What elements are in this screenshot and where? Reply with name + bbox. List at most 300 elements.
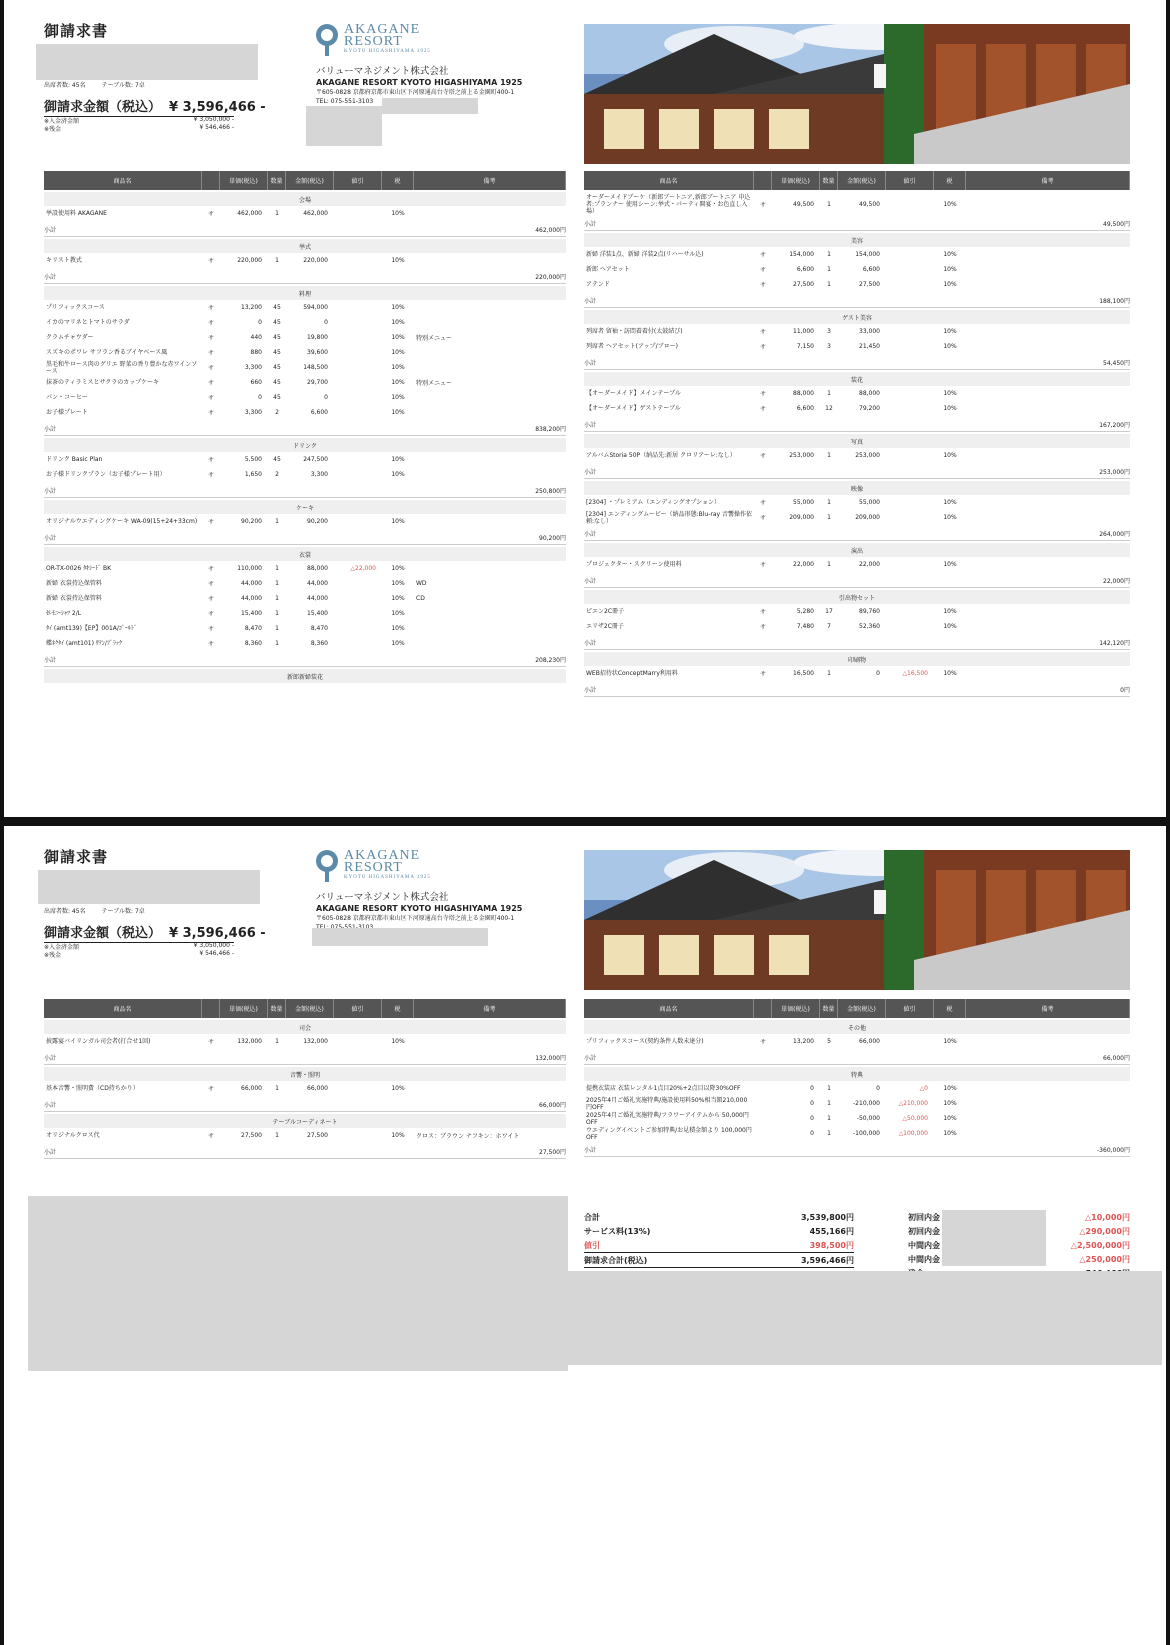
tax-rate: 10% [391, 304, 405, 311]
unit-price: 55,000 [793, 499, 814, 506]
unit-price: 0 [258, 394, 262, 401]
item-name: クラムチャウダー [46, 334, 94, 341]
col-tax-rate-header: 税 [382, 171, 414, 190]
tax-rate: 10% [391, 319, 405, 326]
amount: 132,000 [303, 1038, 328, 1045]
amount: 55,000 [859, 499, 880, 506]
quantity: 1 [275, 580, 279, 587]
category-header: ドリンク [44, 438, 566, 452]
subtotal-value: 208,230円 [535, 657, 566, 664]
table-row [44, 390, 566, 405]
item-name: [2304] エンディングムービー（納品形態:Blu-ray 音響操作依頼:なし） [586, 510, 752, 525]
tax-rate: 10% [943, 1115, 957, 1122]
invoice-page-2 [4, 826, 1166, 1645]
category-header: 美容 [584, 233, 1130, 247]
amount: 154,000 [855, 251, 880, 258]
amount: 148,500 [303, 364, 328, 371]
service-value: 455,166円 [809, 1226, 854, 1236]
tax-rate: 10% [391, 210, 405, 217]
subtotal-row [44, 1051, 566, 1065]
discount-label: 値引 [584, 1240, 600, 1250]
service-mark: サ [759, 671, 766, 678]
subtotal-label: 小計 [44, 426, 57, 433]
col-tax-header [754, 999, 772, 1018]
service-mark: サ [759, 515, 766, 522]
tax-rate: 10% [943, 390, 957, 397]
table-header [44, 171, 566, 190]
item-name: 【オーダーメイド】メインテーブル [586, 390, 681, 397]
col-unit-price-header: 単価(税込) [220, 999, 268, 1018]
payment-label: 初回内金 [908, 1226, 940, 1236]
unit-price: 660 [250, 379, 262, 386]
payment-value: △10,000円 [1084, 1212, 1130, 1222]
item-name: 2025年4月ご婚礼実施特典/施設使用料50%相当額210,000円OFF [586, 1096, 748, 1111]
subtotal-label: 小計 [44, 274, 57, 281]
item-name: 【オーダーメイド】ゲストテーブル [586, 405, 681, 412]
service-mark: サ [207, 380, 214, 387]
tax-rate: 10% [943, 514, 957, 521]
item-name: [2304] ・プレミアム（エンディングオプション） [586, 499, 721, 506]
venue-photo-2 [584, 850, 1130, 990]
table-row [584, 1034, 1130, 1049]
amount: 0 [324, 319, 328, 326]
grand-value: 3,596,466円 [800, 1255, 854, 1265]
amount: 27,500 [859, 281, 880, 288]
table-row [44, 591, 566, 606]
item-name: 列席者 ヘアセット(アップ/ブロー) [586, 343, 678, 350]
service-mark: サ [207, 596, 214, 603]
paid-label: ※入金済金額 [44, 118, 80, 125]
amount: 44,000 [307, 595, 328, 602]
table-row [584, 557, 1130, 572]
item-name: 新婦 衣裳持込保管料 [46, 580, 102, 587]
quantity: 1 [275, 610, 279, 617]
service-label: サービス料(13%) [584, 1226, 651, 1236]
unit-price: 15,400 [241, 610, 262, 617]
category-header: 音響・照明 [44, 1067, 566, 1081]
amount: 52,360 [859, 623, 880, 630]
item-name: 2025年4月ご婚礼実施特典/フラワーアイテムから 50,000円OFF [586, 1111, 749, 1126]
col-tax-rate-header: 税 [934, 171, 966, 190]
unit-price: 44,000 [241, 595, 262, 602]
subtotal-label: 小計 [584, 422, 597, 429]
unit-price: 44,000 [241, 580, 262, 587]
table-row [584, 1096, 1130, 1111]
service-mark: サ [759, 562, 766, 569]
item-name: オリジナルウエディングケーキ WA-09(15+24+33cm) [46, 518, 198, 525]
category-header: 挙式 [44, 239, 566, 253]
tax-rate: 10% [943, 1130, 957, 1137]
service-mark: サ [759, 453, 766, 460]
service-mark: サ [207, 410, 214, 417]
quantity: 3 [827, 343, 831, 350]
amount: 0 [876, 670, 880, 677]
venue-tel: TEL: 075-551-3103 [316, 98, 374, 105]
quantity: 45 [273, 364, 281, 371]
service-mark: サ [207, 581, 214, 588]
quantity: 1 [827, 266, 831, 273]
category-header: テーブルコーディネート [44, 1114, 566, 1128]
item-name: イカのマリネとトマトのサラダ [46, 319, 130, 326]
tax-rate: 10% [943, 343, 957, 350]
discount: △16,500 [902, 670, 928, 677]
quantity: 1 [827, 670, 831, 677]
subtotal-row [44, 270, 566, 284]
payment-label: 中間内金 [908, 1240, 940, 1250]
total-value: ¥ 3,596,466 - [169, 100, 266, 115]
amount: 220,000 [303, 257, 328, 264]
subtotal-row [44, 1098, 566, 1112]
category-header: 印刷物 [584, 652, 1130, 666]
unit-price: 1,650 [244, 471, 262, 478]
table-row [584, 277, 1130, 292]
guest-count: 出席者数: 45名 [44, 82, 86, 89]
quantity: 1 [275, 257, 279, 264]
col-discount-header: 値引 [334, 999, 382, 1018]
subtotal-label: 小計 [584, 578, 597, 585]
service-mark: サ [759, 329, 766, 336]
category-header: 引出物セット [584, 590, 1130, 604]
table-row [584, 604, 1130, 619]
item-name: 新郎 ヘアセット [586, 266, 630, 273]
item-name: OR-TX-0026 ﾀｷｼｰﾄﾞ BK [46, 565, 112, 572]
balance-label-2: ※残金 [44, 952, 62, 959]
item-name: アルバムStoria 50P（納品先:新居 クロリアーレ:なし） [586, 452, 736, 459]
col-qty-header: 数量 [268, 171, 286, 190]
table-row [44, 561, 566, 576]
quantity: 2 [275, 409, 279, 416]
subtotal-value: 66,000円 [1103, 1055, 1130, 1062]
amount: 253,000 [855, 452, 880, 459]
subtotal-label: 小計 [44, 1055, 57, 1062]
table-row [584, 1126, 1130, 1141]
subtotal-value: -360,000円 [1097, 1147, 1130, 1154]
service-mark: サ [207, 305, 214, 312]
subtotal-row [44, 531, 566, 545]
table-row [584, 495, 1130, 510]
table-row [44, 576, 566, 591]
sum-service [584, 1224, 854, 1238]
quantity: 1 [275, 565, 279, 572]
items-table-p2-right [584, 999, 1130, 1157]
subtotal-value: 250,800円 [535, 488, 566, 495]
category-header: 司会 [44, 1020, 566, 1034]
guest-meta [44, 80, 161, 89]
venue-photo [584, 24, 1130, 164]
tax-rate: 10% [391, 610, 405, 617]
redacted-customer-2 [38, 870, 260, 904]
col-tax-rate-header: 税 [934, 999, 966, 1018]
discount: △50,000 [902, 1115, 928, 1122]
quantity: 45 [273, 334, 281, 341]
subtotal-label: 小計 [584, 1055, 597, 1062]
table-row [44, 514, 566, 529]
subtotal-label: 小計 [44, 488, 57, 495]
amount: 89,760 [859, 608, 880, 615]
amount: 33,000 [859, 328, 880, 335]
category-header: 演出 [584, 543, 1130, 557]
table-row [44, 375, 566, 390]
col-discount-header: 値引 [334, 171, 382, 190]
quantity: 1 [827, 1130, 831, 1137]
balance-value: ¥ 546,466 - [199, 124, 234, 131]
item-name: 披露宴バイリンガル司会者(打合せ1回) [46, 1038, 151, 1045]
quantity: 3 [827, 328, 831, 335]
table-row [44, 621, 566, 636]
unit-price: 7,480 [796, 623, 814, 630]
akagane-logo [316, 24, 436, 62]
amount: 21,450 [859, 343, 880, 350]
quantity: 1 [827, 452, 831, 459]
company-name: バリューマネジメント株式会社 [316, 66, 449, 77]
unit-price: 462,000 [237, 210, 262, 217]
table-header [44, 999, 566, 1018]
tax-rate: 10% [391, 518, 405, 525]
table-row [584, 194, 1130, 215]
tax-rate: 10% [391, 394, 405, 401]
table-row [584, 1081, 1130, 1096]
tax-rate: 10% [943, 405, 957, 412]
quantity: 12 [825, 405, 833, 412]
category-header: 写真 [584, 434, 1130, 448]
subtotal-value: 142,120円 [1099, 640, 1130, 647]
items-table-p2-left [44, 999, 566, 1159]
quantity: 1 [827, 251, 831, 258]
col-discount-header: 値引 [886, 171, 934, 190]
table-row [44, 467, 566, 482]
subtotal-value: 0円 [1120, 687, 1130, 694]
amount: 39,600 [307, 349, 328, 356]
col-amount-header: 金額(税込) [838, 171, 886, 190]
tax-rate: 10% [943, 1100, 957, 1107]
grand-label: 御請求合計(税込) [584, 1255, 648, 1265]
tax-rate: 10% [391, 1085, 405, 1092]
service-mark: サ [759, 282, 766, 289]
tax-rate: 10% [391, 625, 405, 632]
subtotal-label: 小計 [584, 298, 597, 305]
amount: 79,200 [859, 405, 880, 412]
amount: -210,000 [853, 1100, 880, 1107]
amount: -100,000 [853, 1130, 880, 1137]
quantity: 1 [275, 210, 279, 217]
subtotal-row [584, 418, 1130, 432]
payment-label: 初回内金 [908, 1212, 940, 1222]
table-row [44, 315, 566, 330]
note: 特別メニュー [416, 380, 453, 387]
item-name: キリスト教式 [46, 257, 82, 264]
quantity: 1 [827, 499, 831, 506]
redacted-staff [306, 106, 382, 146]
total-amount-2 [44, 922, 266, 943]
table-row [44, 1034, 566, 1049]
unit-price: 6,600 [796, 405, 814, 412]
item-name: 抹茶のティラミスとサクラのカップケーキ [46, 379, 160, 386]
total-amount [44, 96, 266, 117]
redacted-payments [942, 1210, 1046, 1266]
quantity: 2 [275, 471, 279, 478]
col-qty-header: 数量 [820, 171, 838, 190]
item-name: WEB招待状ConceptMarry利用料 [586, 670, 678, 677]
table-row [44, 636, 566, 651]
tax-rate: 10% [943, 623, 957, 630]
category-header: 料理 [44, 286, 566, 300]
col-name-header: 商品名 [44, 171, 202, 190]
amount: 8,470 [310, 625, 328, 632]
redacted-customer [36, 44, 258, 80]
payment-value: △2,500,000円 [1070, 1240, 1130, 1250]
quantity: 1 [827, 1085, 831, 1092]
table-row [584, 386, 1130, 401]
sum-subtotal [584, 1210, 854, 1224]
subtotal-row [584, 356, 1130, 370]
venue-name: AKAGANE RESORT KYOTO HIGASHIYAMA 1925 [316, 78, 523, 87]
unit-price: 11,000 [793, 328, 814, 335]
item-name: プリフィックスコース(契約条件人数未達分) [586, 1038, 704, 1045]
service-mark: サ [759, 344, 766, 351]
subtotal-row [584, 527, 1130, 541]
paid-value: ¥ 3,050,000 - [193, 116, 234, 123]
subtotal-value: 3,539,800円 [800, 1212, 854, 1222]
tax-rate: 10% [391, 257, 405, 264]
quantity: 1 [827, 1100, 831, 1107]
tax-rate: 10% [391, 334, 405, 341]
paid-label-2: ※入金済金額 [44, 944, 80, 951]
quantity: 1 [275, 595, 279, 602]
tax-rate: 10% [391, 349, 405, 356]
amount: 88,000 [859, 390, 880, 397]
sum-discount [584, 1238, 854, 1252]
unit-price: 27,500 [793, 281, 814, 288]
item-name: 列席者 留袖・訪問着着付(太鼓結び) [586, 328, 683, 335]
col-qty-header: 数量 [268, 999, 286, 1018]
subtotal-value: 66,000円 [539, 1102, 566, 1109]
quantity: 1 [275, 518, 279, 525]
amount: 6,600 [310, 409, 328, 416]
service-mark: サ [207, 472, 214, 479]
subtotal-label: 小計 [44, 1149, 57, 1156]
table-row [584, 262, 1130, 277]
subtotal-value: 49,500円 [1103, 221, 1130, 228]
subtotal-value: 838,200円 [535, 426, 566, 433]
item-name: 基本音響・照明費（CD持ちかり） [46, 1085, 139, 1092]
redacted-block-right [568, 1271, 1162, 1365]
tax-rate: 10% [943, 251, 957, 258]
quantity: 1 [827, 201, 831, 208]
col-discount-header: 値引 [886, 999, 934, 1018]
unit-price: 880 [250, 349, 262, 356]
service-mark: サ [207, 1086, 214, 1093]
quantity: 7 [827, 623, 831, 630]
subtotal-value: 27,500円 [539, 1149, 566, 1156]
table-count-2: テーブル数: 7卓 [101, 908, 145, 915]
quantity: 1 [275, 625, 279, 632]
amount: 44,000 [307, 580, 328, 587]
service-mark: サ [207, 350, 214, 357]
unit-price: 253,000 [789, 452, 814, 459]
subtotal-row [584, 217, 1130, 231]
subtotal-label: 小計 [584, 469, 597, 476]
col-name-header: 商品名 [44, 999, 202, 1018]
unit-price: 49,500 [793, 201, 814, 208]
company-name-2: バリューマネジメント株式会社 [316, 892, 449, 903]
tax-rate: 10% [391, 379, 405, 386]
unit-price: 132,000 [237, 1038, 262, 1045]
col-tax-header [202, 171, 220, 190]
quantity: 1 [827, 514, 831, 521]
amount: 29,700 [307, 379, 328, 386]
table-header [584, 171, 1130, 190]
balance-label: ※残金 [44, 126, 62, 133]
service-mark: サ [207, 457, 214, 464]
item-name: 蝶ﾈｸﾀｲ (amt101) ｻﾃﾝ/ﾌﾞﾗｯｸ [46, 640, 122, 647]
category-header: 特典 [584, 1067, 1130, 1081]
subtotal-row [44, 422, 566, 436]
tax-rate: 10% [943, 328, 957, 335]
tax-rate: 10% [943, 1038, 957, 1045]
balance-row-2 [44, 950, 234, 959]
unit-price: 90,200 [241, 518, 262, 525]
amount: 3,300 [310, 471, 328, 478]
discount: △22,000 [350, 565, 376, 572]
amount: 0 [324, 394, 328, 401]
table-row [584, 339, 1130, 354]
col-amount-header: 金額(税込) [838, 999, 886, 1018]
tax-rate: 10% [391, 456, 405, 463]
logo-line1: AKAGANE [344, 22, 421, 37]
item-name: アテンド [586, 281, 610, 288]
col-note-header: 備考 [414, 999, 566, 1018]
unit-price: 0 [810, 1085, 814, 1092]
table-row [44, 360, 566, 375]
subtotal-row [584, 636, 1130, 650]
item-name: ﾀｲ (amt139)【EP】001A/ｺﾞｰﾙﾄﾞ [46, 625, 137, 632]
tax-rate: 10% [391, 565, 405, 572]
guest-count-2: 出席者数: 45名 [44, 908, 86, 915]
tax-rate: 10% [943, 452, 957, 459]
unit-price: 0 [258, 319, 262, 326]
subtotal-row [44, 223, 566, 237]
quantity: 1 [275, 1132, 279, 1139]
subtotal-value: 22,000円 [1103, 578, 1130, 585]
service-mark: サ [207, 211, 214, 218]
note: WD [416, 580, 427, 587]
venue-address-2: 〒605-0828 京都府京都市東山区下河原通高台寺塔之前上る金園町400-1 [316, 915, 515, 922]
unit-price: 0 [810, 1115, 814, 1122]
tax-rate: 10% [391, 580, 405, 587]
table-row [584, 619, 1130, 634]
tax-rate: 10% [391, 364, 405, 371]
table-row [584, 666, 1130, 681]
logo-line3: KYOTO HIGASHIYAMA 1925 [344, 49, 431, 54]
tax-rate: 10% [943, 201, 957, 208]
discount: △100,000 [898, 1130, 928, 1137]
note: 特別メニュー [416, 335, 453, 342]
category-header: その他 [584, 1020, 1130, 1034]
unit-price: 88,000 [793, 390, 814, 397]
service-mark: サ [207, 611, 214, 618]
redacted-staff-3 [312, 928, 488, 946]
amount: -50,000 [856, 1115, 880, 1122]
amount: 27,500 [307, 1132, 328, 1139]
service-mark: サ [207, 1039, 214, 1046]
amount: 66,000 [859, 1038, 880, 1045]
amount: 8,360 [310, 640, 328, 647]
amount: 19,800 [307, 334, 328, 341]
balance-row [44, 124, 234, 133]
item-name: 新婦 衣裳持込保管料 [46, 595, 102, 602]
service-mark: サ [759, 500, 766, 507]
quantity: 45 [273, 304, 281, 311]
